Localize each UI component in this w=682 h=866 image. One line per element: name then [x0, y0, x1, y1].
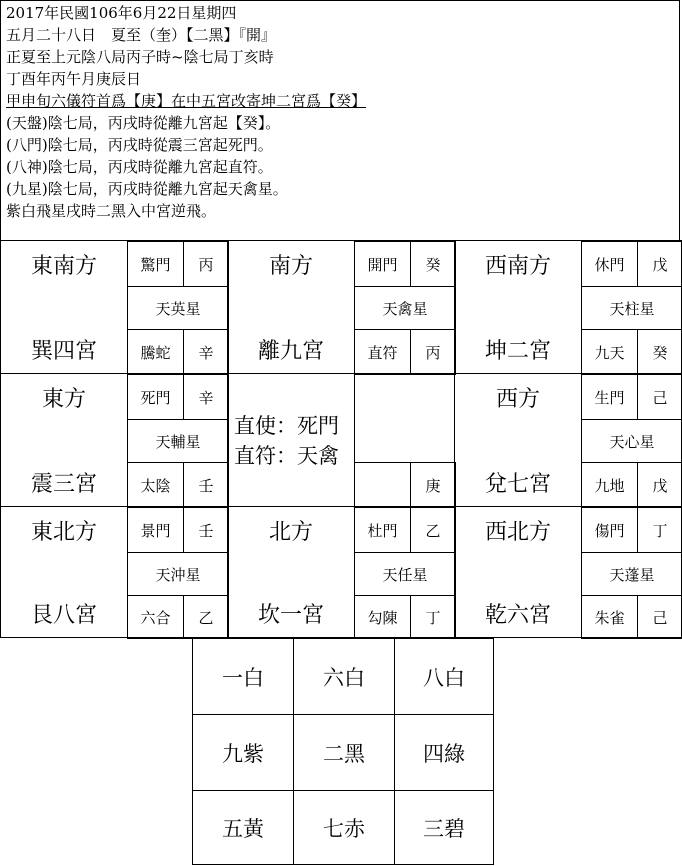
palace-direction: 西南方	[484, 254, 551, 279]
flying-star-cell: 六白	[293, 638, 395, 715]
header-line: (八門)陰七局，丙戌時從震三宮起死門。	[6, 136, 273, 154]
palace-direction: 東北方	[30, 520, 97, 545]
flying-star-cell: 三碧	[394, 790, 494, 865]
door: 休門	[581, 241, 638, 287]
header-line: (九星)陰七局，丙戌時從離九宮起天禽星。	[6, 180, 288, 198]
palace-name: 震三宮	[30, 472, 97, 497]
heaven-stem: 壬	[183, 507, 229, 553]
door: 驚門	[127, 241, 184, 287]
flying-star-cell: 八白	[394, 638, 494, 715]
header-line: 2017年民國106年6月22日星期四	[6, 4, 237, 22]
header-line: (天盤)陰七局，丙戌時從離九宮起【癸】。	[6, 114, 281, 132]
palace-name: 兌七宮	[484, 472, 551, 497]
palace-direction: 北方	[268, 520, 313, 545]
god: 九地	[581, 462, 638, 508]
god: 太陰	[127, 462, 184, 508]
qimen-grid	[0, 240, 682, 638]
door: 生門	[581, 374, 638, 420]
zhi-shi: 直使：死門	[234, 414, 339, 438]
palace-n	[227, 506, 455, 638]
god: 騰蛇	[127, 329, 184, 375]
palace-name: 離九宮	[257, 339, 324, 364]
heaven-stem: 辛	[183, 374, 229, 420]
palace-direction: 東南方	[30, 254, 97, 279]
star: 天沖星	[127, 552, 229, 596]
palace-direction: 西方	[495, 387, 540, 412]
palace-direction: 南方	[268, 254, 313, 279]
earth-stem: 丙	[410, 329, 456, 375]
star: 天任星	[354, 552, 456, 596]
palace-direction: 東方	[41, 387, 86, 412]
flying-star-grid	[192, 638, 494, 865]
earth-stem: 戊	[637, 462, 682, 508]
palace-sw	[454, 240, 682, 374]
star: 天柱星	[581, 286, 682, 330]
palace-name: 乾六宮	[484, 603, 551, 628]
header-line: 五月二十八日 夏至（奎）【二黑】『開』	[6, 26, 277, 44]
star: 天蓬星	[581, 552, 682, 596]
god: 六合	[127, 595, 184, 639]
palace-name: 巽四宮	[30, 339, 97, 364]
god: 九天	[581, 329, 638, 375]
door: 死門	[127, 374, 184, 420]
earth-stem: 丁	[410, 595, 456, 639]
heaven-stem: 乙	[410, 507, 456, 553]
flying-star-cell: 七赤	[293, 790, 395, 865]
header-line: 正夏至上元陰八局丙子時~陰七局丁亥時	[6, 48, 274, 66]
earth-stem: 乙	[183, 595, 229, 639]
door: 景門	[127, 507, 184, 553]
flying-star-cell: 一白	[192, 638, 294, 715]
heaven-stem: 戊	[637, 241, 682, 287]
palace-name: 艮八宮	[30, 603, 97, 628]
star: 天心星	[581, 419, 682, 463]
heaven-stem: 丙	[183, 241, 229, 287]
palace-s	[227, 240, 455, 374]
empty-cell	[354, 462, 411, 508]
palace-w	[454, 373, 682, 507]
heaven-stem: 丁	[637, 507, 682, 553]
palace-center	[227, 373, 455, 507]
door: 杜門	[354, 507, 411, 553]
heaven-stem: 己	[637, 374, 682, 420]
flying-star-cell: 四綠	[394, 714, 494, 791]
door: 開門	[354, 241, 411, 287]
earth-stem: 辛	[183, 329, 229, 375]
god: 朱雀	[581, 595, 638, 639]
empty-cell	[354, 373, 456, 463]
header-line: 紫白飛星戌時二黑入中宮逆飛。	[6, 202, 217, 220]
flying-star-cell: 九紫	[192, 714, 294, 791]
palace-name: 坎一宮	[257, 603, 324, 628]
star: 天英星	[127, 286, 229, 330]
palace-name: 坤二宮	[484, 339, 551, 364]
header-line: 丁酉年丙午月庚辰日	[6, 70, 142, 88]
door: 傷門	[581, 507, 638, 553]
palace-nw	[454, 506, 682, 638]
heaven-stem: 癸	[410, 241, 456, 287]
palace-direction: 西北方	[484, 520, 551, 545]
header-line: 甲申旬六儀符首爲【庚】在中五宮改寄坤二宮爲【癸】	[6, 92, 367, 110]
god: 直符	[354, 329, 411, 375]
flying-star-cell: 二黑	[293, 714, 395, 791]
palace-ne	[0, 506, 228, 638]
god: 勾陳	[354, 595, 411, 639]
palace-se	[0, 240, 228, 374]
palace-e	[0, 373, 228, 507]
header-line: (八神)陰七局，丙戌時從離九宮起直符。	[6, 158, 273, 176]
star: 天禽星	[354, 286, 456, 330]
flying-star-cell: 五黃	[192, 790, 294, 865]
earth-stem: 壬	[183, 462, 229, 508]
zhi-fu: 直符：天禽	[234, 444, 339, 468]
header-info	[0, 0, 680, 240]
earth-stem: 庚	[410, 462, 456, 508]
star: 天輔星	[127, 419, 229, 463]
earth-stem: 己	[637, 595, 682, 639]
earth-stem: 癸	[637, 329, 682, 375]
